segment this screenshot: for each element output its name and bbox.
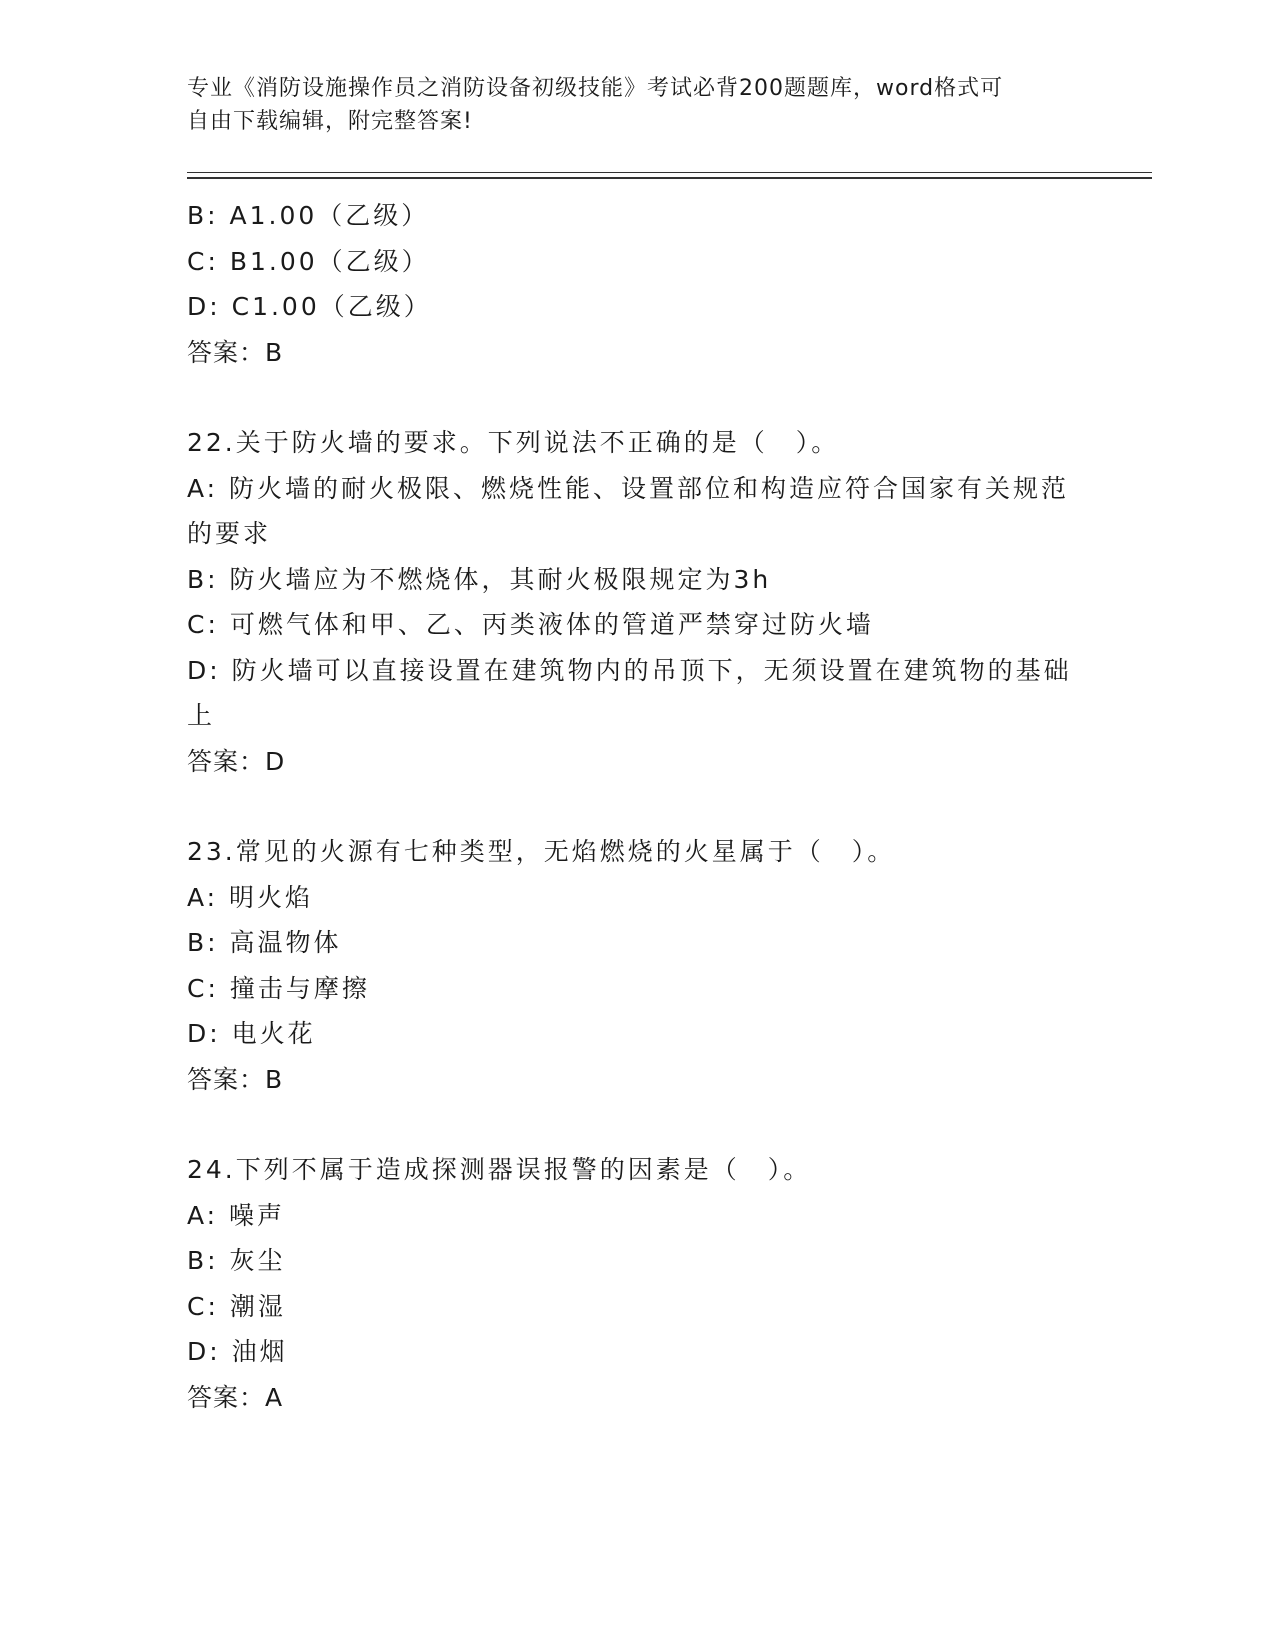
option-b: B: 灰尘 bbox=[187, 1246, 286, 1275]
option-a: A: 噪声 bbox=[187, 1200, 286, 1230]
option-b: B: 防火墙应为不燃烧体，其耐火极限规定为3h bbox=[187, 564, 772, 594]
option-c: C: 可燃气体和甲、乙、丙类液体的管道严禁穿过防火墙 bbox=[187, 610, 874, 639]
header-divider-thick bbox=[187, 177, 1152, 179]
option-d: D: 防火墙可以直接设置在建筑物内的吊顶下，无须设置在建筑物的基础上 bbox=[187, 655, 1072, 730]
option-b: B: A1.00（乙级） bbox=[187, 201, 430, 230]
header-line-1: 专业《消防设施操作员之消防设备初级技能》考试必背200题题库，word格式可 bbox=[187, 76, 1004, 101]
header-line-2: 自由下载编辑，附完整答案! bbox=[187, 109, 473, 134]
option-c: C: 潮湿 bbox=[187, 1291, 286, 1321]
header-divider-thin bbox=[187, 172, 1152, 173]
question-23 bbox=[187, 829, 1087, 1102]
question-stem: 22.关于防火墙的要求。下列说法不正确的是（ ）。 bbox=[187, 428, 840, 457]
question-24 bbox=[187, 1147, 1087, 1420]
question-stem: 23.常见的火源有七种类型，无焰燃烧的火星属于（ ）。 bbox=[187, 837, 896, 866]
question-22 bbox=[187, 420, 1087, 784]
option-c: C: 撞击与摩擦 bbox=[187, 973, 370, 1003]
question-21-continuation bbox=[187, 193, 1087, 375]
document-header bbox=[187, 72, 1067, 138]
option-a: A: 防火墙的耐火极限、燃烧性能、设置部位和构造应符合国家有关规范的要求 bbox=[187, 473, 1070, 548]
option-c: C: B1.00（乙级） bbox=[187, 246, 430, 276]
option-b: B: 高温物体 bbox=[187, 928, 342, 957]
question-stem: 24.下列不属于造成探测器误报警的因素是（ ）。 bbox=[187, 1155, 812, 1184]
answer-line: 答案：D bbox=[187, 746, 286, 776]
option-d: D: C1.00（乙级） bbox=[187, 292, 432, 321]
answer-line: 答案：B bbox=[187, 337, 284, 367]
question-content bbox=[187, 193, 1087, 1420]
option-d: D: 电火花 bbox=[187, 1019, 316, 1048]
answer-line: 答案：A bbox=[187, 1382, 284, 1412]
option-a: A: 明火焰 bbox=[187, 882, 314, 912]
answer-line: 答案：B bbox=[187, 1064, 284, 1094]
option-d: D: 油烟 bbox=[187, 1337, 288, 1366]
